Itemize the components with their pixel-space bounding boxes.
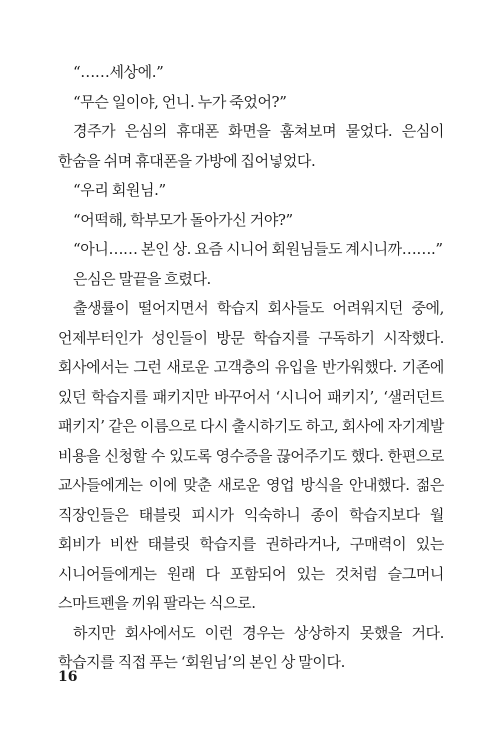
body-text bbox=[58, 58, 444, 678]
paragraph: “……세상에.” bbox=[73, 63, 164, 81]
paragraph: “무슨 일이야, 언니. 누가 죽었어?” bbox=[73, 92, 287, 111]
paragraph: “우리 회원님.” bbox=[73, 181, 166, 199]
page-number: 16 bbox=[58, 669, 78, 685]
paragraph: 은심은 말끝을 흐렸다. bbox=[73, 269, 211, 288]
paragraph: 하지만 회사에서도 이런 경우는 상상하지 못했을 거다. 학습지를 직접 푸는 ‘회원님’의 본인 상 말이다. bbox=[58, 623, 444, 671]
paragraph: 출생률이 떨어지면서 학습지 회사들도 어려워지던 중에, 언제부터인가 성인들이 방문 학습지를 구독하기 시작했다. 회사에서는 그런 새로운 고객층의 유입을 반가워했다. 기존에 있던 학습지를 패키지만 바꾸어서 ‘시니어 패키지’, ‘샐러던트 패키지’ 같은 이름으로 다시 출시하기도 하고, 회사에 자기계발 비용을 신청할 수 있도록 영수증을 끊어주기도 했다. 한편으로 교사들에게는 이에 맞춘 새로운 영업 방식을 안내했다. 젊은 직장인들은 태블릿 피시가 익숙하니 종이 학습지보다 월 회비가 비싼 태블릿 학습지를 권하라거나, 구매력이 있는 시니어들에게는 원래 다 포함되어 있는 것처럼 슬그머니 스마트펜을 끼워 팔라는 식으로. bbox=[58, 299, 444, 612]
paragraph: “어떡해, 학부모가 돌아가신 거야?” bbox=[73, 210, 293, 229]
paragraph: “아니…… 본인 상. 요즘 시니어 회원님들도 계시니까…….” bbox=[73, 240, 443, 258]
paragraph: 경주가 은심의 휴대폰 화면을 훔쳐보며 물었다. 은심이 한숨을 쉬며 휴대폰을 가방에 집어넣었다. bbox=[58, 122, 444, 170]
